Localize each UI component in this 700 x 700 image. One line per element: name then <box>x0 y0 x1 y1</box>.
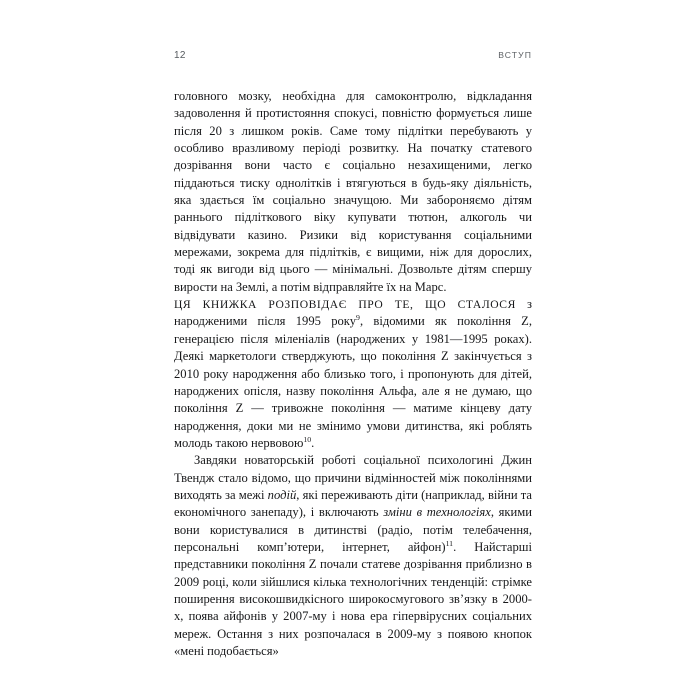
emphasis-events: подій <box>267 487 297 502</box>
paragraph-2-text-mid: , відомими як покоління Z, генерацією після міленіалів (народжених у 1981—1995 роках). Деякі маркетологи стверджують, що покоління Z закінчується з 2010 року народження або близько того, і пропонують для дітей, народжених опісля, назву покоління Альфа, але я не думаю, що покоління Z — тривожне покоління — матиме кінцеву дату народження, доки ми не змінимо умови дитинства, які роблять молодь такою нервовою <box>174 314 532 450</box>
chapter-running-title: ВСТУП <box>498 50 532 60</box>
paragraph-continuation <box>174 88 532 296</box>
running-header <box>174 50 532 61</box>
paragraph-1-text: головного мозку, необхідна для самоконтролю, відкладання задоволення й протистояння спокусі, повністю формується лише після 20 з лишком років. Саме тому підлітки перебувають у особливо вразливому періоді розвитку. На початку статевого дозрівання вони часто є соціально незахищеними, легко піддаються тиску однолітків і втягуються в будь-яку діяльність, яка здається їм соціально значущою. Ми забороняємо дітям раннього підліткового віку купувати тютюн, алкоголь чи відвідувати казино. Ризики від користування соціальними мережами, зокрема для підлітків, є вищими, ніж для дорослих, тоді як вигоди від цього — мінімальні. Дозвольте дітям спершу вирости на Землі, а потім відправляйте їх на Марс. <box>174 89 532 294</box>
paragraph-2-text-end: . <box>311 435 315 450</box>
footnote-marker-11: 11 <box>445 538 454 548</box>
paragraph-3-text-2: , які переживають діти (наприклад, війни та економічного занепаду), і включають <box>174 487 533 520</box>
footnote-marker-10: 10 <box>303 434 312 444</box>
emphasis-technology-changes: зміни в технологіях <box>383 505 491 520</box>
paragraph-twenge <box>174 452 532 660</box>
body-text-column <box>174 88 532 660</box>
small-caps-lead-in: ЦЯ КНИЖКА РОЗПОВІДАЄ ПРО ТЕ, ЩО СТАЛОСЯ <box>174 298 516 312</box>
paragraph-3-text-1: Завдяки новаторській роботі соціальної психологині Джин Твендж стало відомо, що причини відмінностей між поколіннями виходять за межі <box>174 453 532 502</box>
paragraph-2-text-after-lead: з народженими після 1995 року <box>174 297 532 329</box>
paragraph-3-text-3: , якими вони користувалися в дитинстві (радіо, потім телебачення, персональні комп’ютери, інтернет, айфон) <box>174 505 532 554</box>
page-number: 12 <box>174 50 186 61</box>
paragraph-3-text-4: . Найстарші представники покоління Z почали статеве дозрівання приблизно в 2009 році, коли зійшлися кілька технологічних тенденцій: стрімке поширення високошвидкісного широкосмугового зв’язку в 2000-х, поява айфонів у 2007-му і нова ера гіпервірусних соціальних мереж. Остання з них розпочалася в 2009-му з появою кнопок «мені подобається» <box>174 539 532 658</box>
footnote-marker-9: 9 <box>356 313 360 323</box>
paragraph-book-intro <box>174 296 532 452</box>
